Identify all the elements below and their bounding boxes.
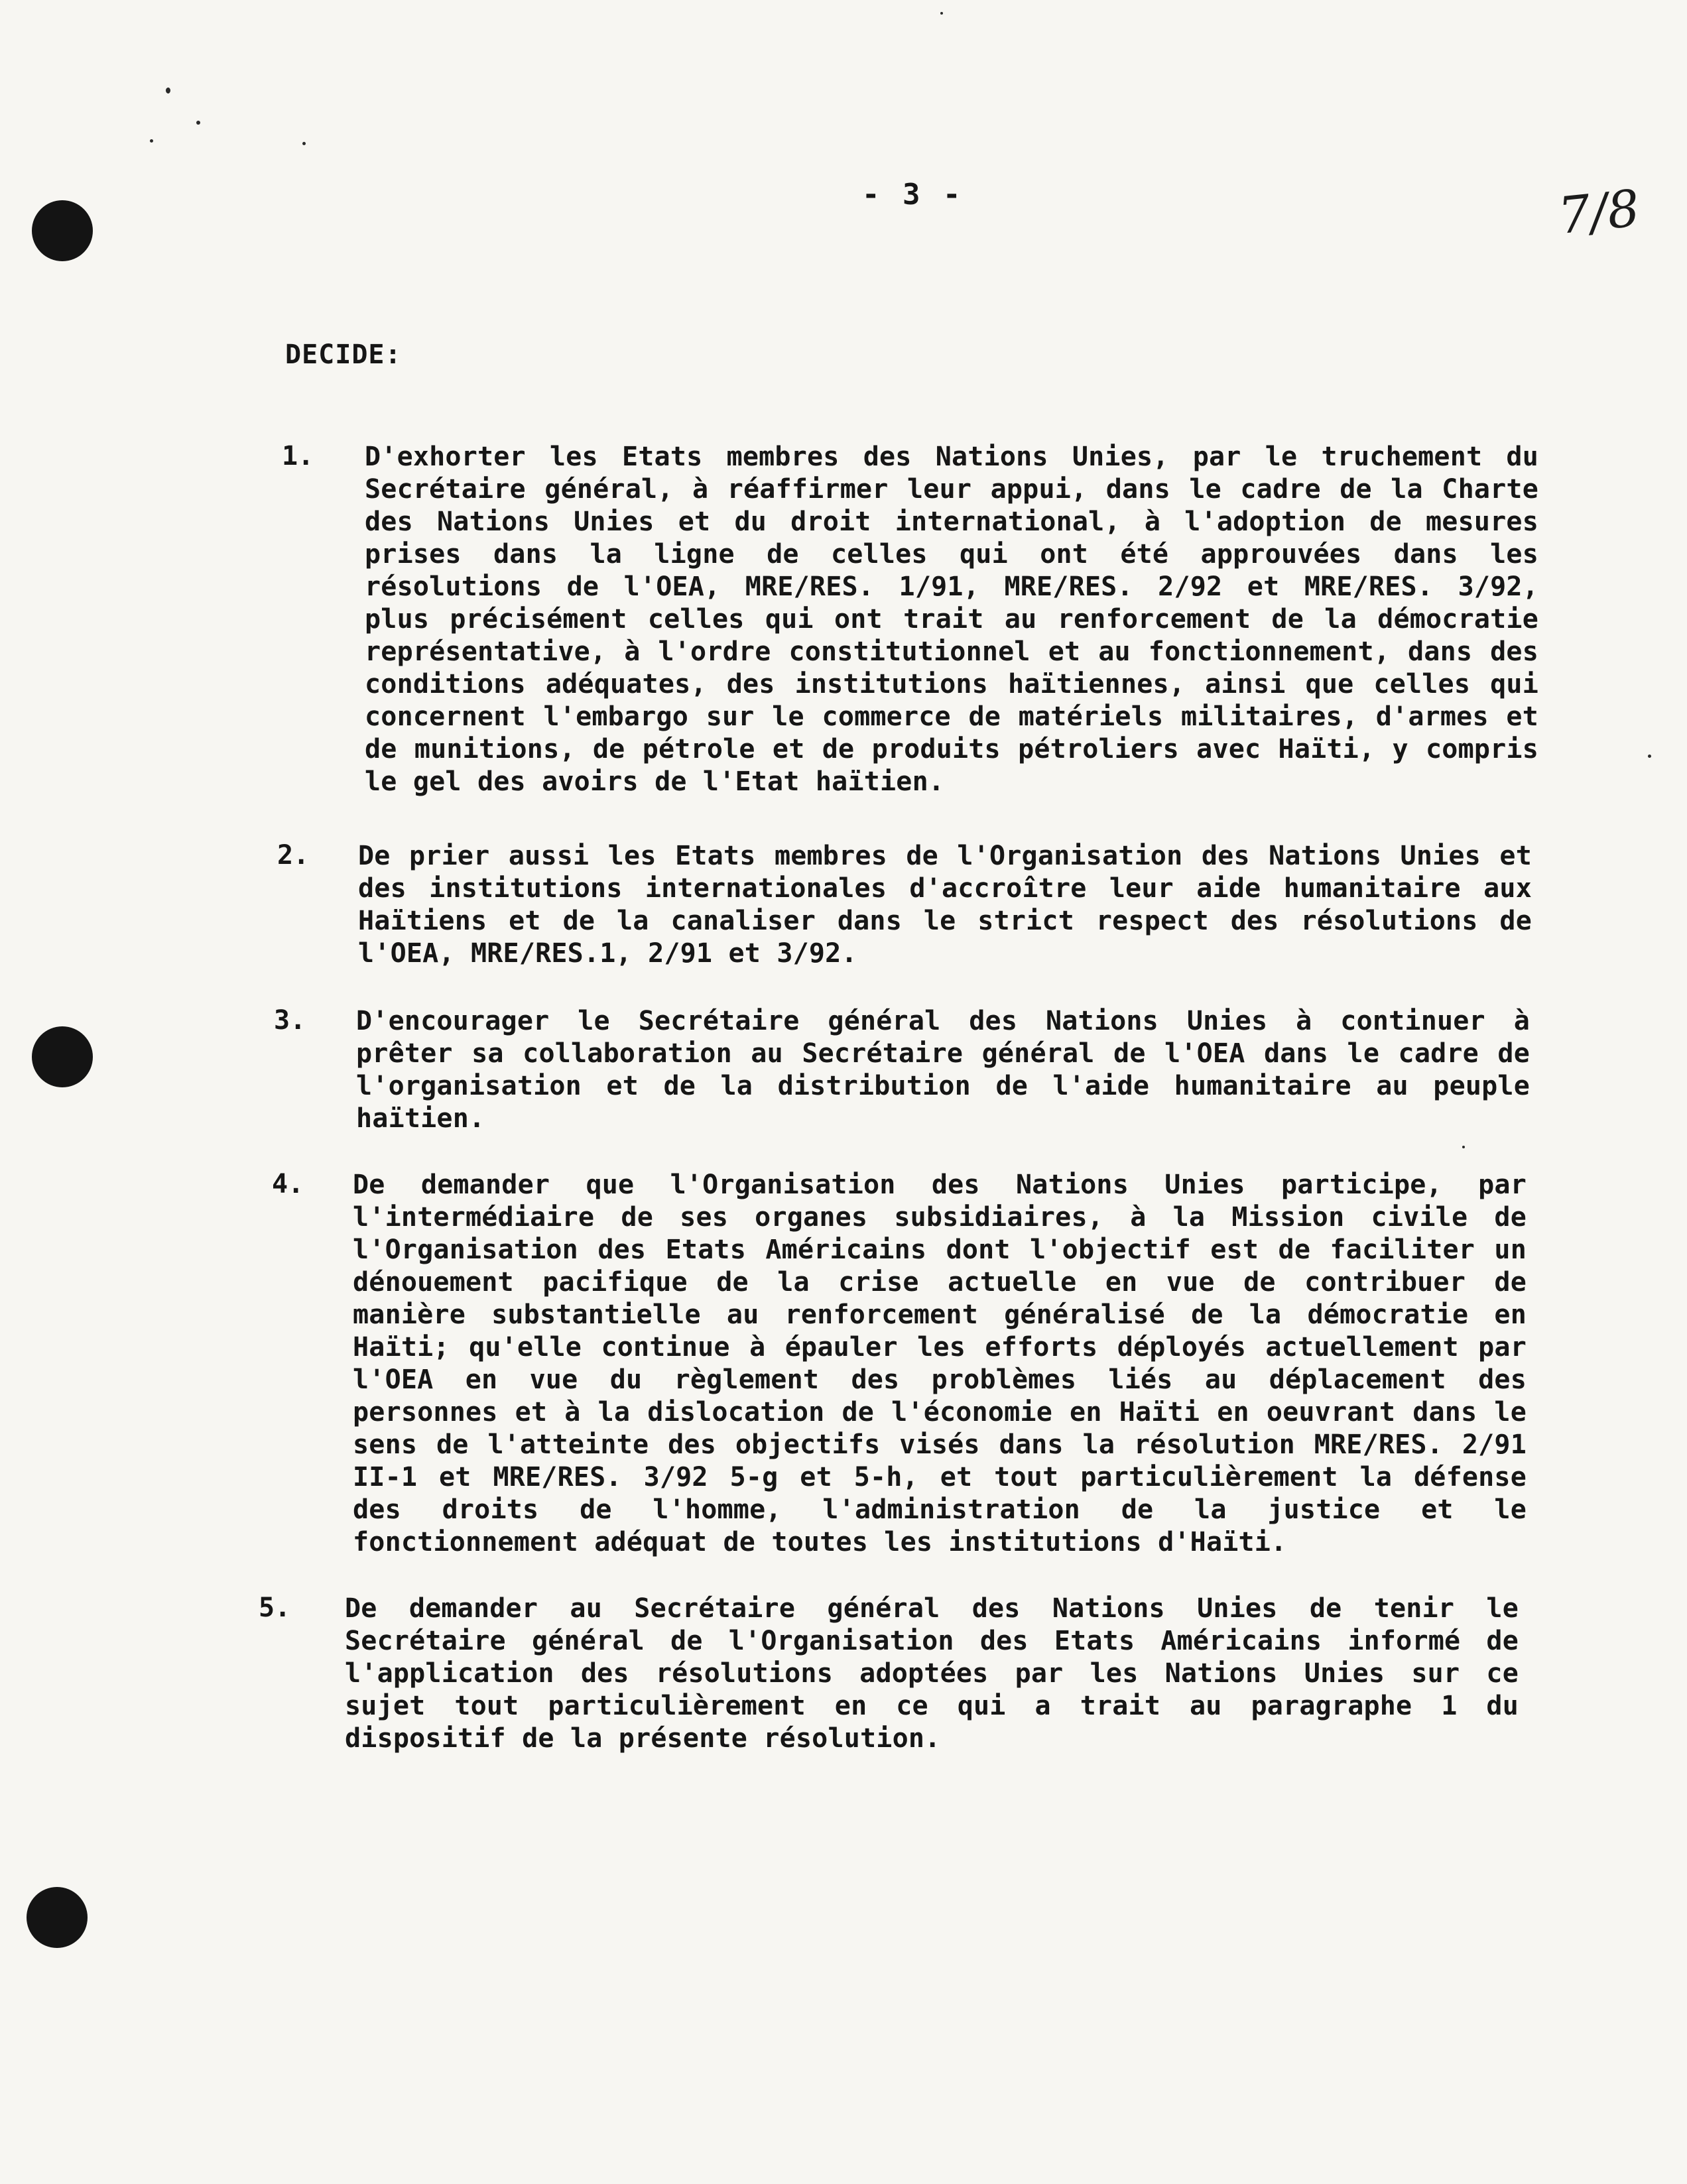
handwritten-annotation: 7/8 xyxy=(1555,178,1643,246)
item-text: D'exhorter les Etats membres des Nations Unies, par le truchement du Secrétaire général, à réaffirmer leur appui, dans le cadre de la Charte des Nations Unies et du droit international, à l'adoption de mesures prises dans la ligne de celles qui ont été approuvées dans les résolutions de l'OEA, MRE/RES. 1/91, MRE/RES. 2/92 et MRE/RES. 3/92, plus précisément celles qui ont trait au renforcement de la démocratie représentative, à l'ordre constitutionnel et au fonctionnement, dans des conditions adéquates, des institutions haïtiennes, ainsi que celles qui concernent l'embargo sur le commerce de matériels militaires, d'armes et de munitions, de pétrole et de produits pétroliers avec Haïti, y compris le gel des avoirs de l'Etat haïtien. xyxy=(365,442,1538,797)
scan-speck xyxy=(1462,1146,1465,1148)
item-text: De prier aussi les Etats membres de l'Organisation des Nations Unies et des institutions internationales d'accroître leur aide humanitaire aux Haïtiens et de la canaliser dans le strict respect des résolutions de l'OEA, MRE/RES.1, 2/91 et 3/92. xyxy=(358,841,1532,969)
scan-speck xyxy=(940,12,943,15)
punch-hole xyxy=(27,1887,88,1948)
item-text: D'encourager le Secrétaire général des Nations Unies à continuer à prêter sa collaboration au Secrétaire général de l'OEA dans le cadre de l'organisation et de la distribution de l'aide humanitaire au peuple haïtien. xyxy=(356,1006,1530,1134)
item-text: De demander au Secrétaire général des Nations Unies de tenir le Secrétaire général de l'Organisation des Etats Américains informé de l'application des résolutions adoptées par les Nations Unies sur ce sujet tout particulièrement en ce qui a trait au paragraphe 1 du dispositif de la présente résolution. xyxy=(345,1593,1519,1754)
scan-speck xyxy=(150,139,153,143)
page-number: - 3 - xyxy=(862,178,964,212)
item-number: 5. xyxy=(259,1593,291,1623)
punch-hole xyxy=(32,1026,93,1087)
item-number: 1. xyxy=(282,441,314,471)
item-number: 4. xyxy=(272,1169,304,1199)
scan-speck xyxy=(1648,755,1651,758)
scan-speck xyxy=(166,88,170,93)
item-number: 3. xyxy=(274,1005,306,1036)
punch-hole xyxy=(32,200,93,261)
scan-speck xyxy=(302,142,306,145)
scan-speck xyxy=(196,121,200,125)
decide-heading: DECIDE: xyxy=(285,339,402,370)
item-number: 2. xyxy=(277,840,310,871)
item-text: De demander que l'Organisation des Nations Unies participe, par l'intermédiaire de ses organes subsidiaires, à la Mission civile de l'Organisation des Etats Américains dont l'objectif est de faciliter un dénouement pacifique de la crise actuelle en vue de contribuer de manière substantielle au renforcement généralisé de la démocratie en Haïti; qu'elle continue à épauler les efforts déployés actuellement par l'OEA en vue du règlement des problèmes liés au déplacement des personnes et à la dislocation de l'économie en Haïti en oeuvrant dans le sens de l'atteinte des objectifs visés dans la résolution MRE/RES. 2/91 II-1 et MRE/RES. 3/92 5-g et 5-h, et tout particulièrement la défense des droits de l'homme, l'administration de la justice et le fonctionnement adéquat de toutes les institutions d'Haïti. xyxy=(353,1170,1527,1557)
